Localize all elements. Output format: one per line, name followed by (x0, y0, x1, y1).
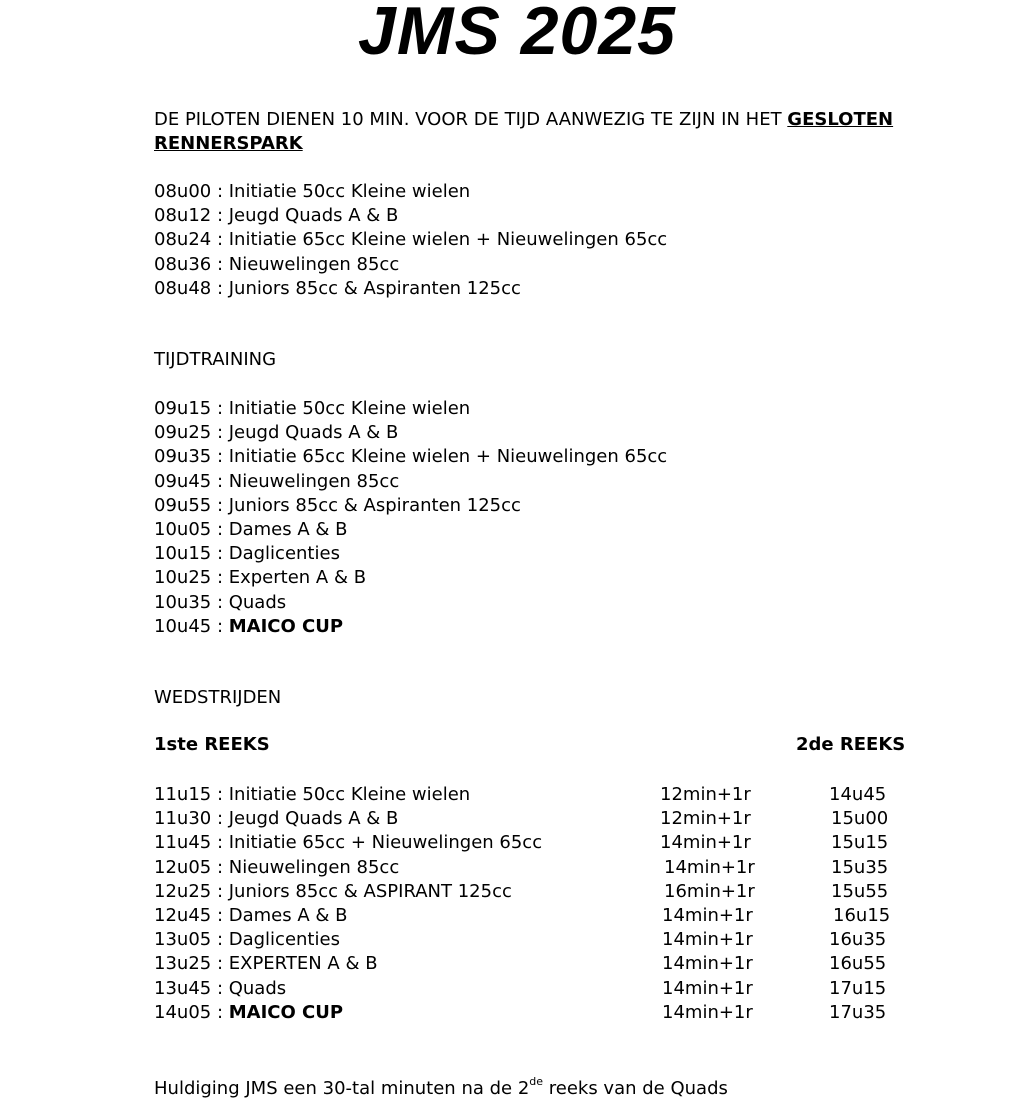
footer-superscript: de (529, 1075, 544, 1088)
race-row (0, 977, 1034, 1001)
schedule-label: Initiatie 65cc Kleine wielen + Nieuwelingen 65cc (228, 229, 668, 251)
schedule-time: 10u15 (154, 543, 212, 565)
schedule-time: 10u35 (154, 591, 212, 613)
race-time: 13u05 (154, 929, 212, 951)
schedule-label: Initiatie 65cc Kleine wielen + Nieuwelingen 65cc (228, 446, 668, 468)
race-time: 13u45 (154, 977, 212, 999)
race-second-series-time: 16u55 (829, 953, 887, 975)
schedule-time: 10u45 (154, 615, 212, 637)
race-label: Juniors 85cc & ASPIRANT 125cc (228, 880, 512, 902)
race-row (0, 928, 1034, 952)
race-duration: 14min+1r (662, 905, 753, 926)
schedule-item: 09u45 : Nieuwelingen 85cc (154, 470, 400, 492)
notice-emphasis: GESLOTEN RENNERSPARK (154, 109, 894, 154)
schedule-item: 08u24 : Initiatie 65cc Kleine wielen + Nieuwelingen 65cc (154, 229, 668, 251)
schedule-time: 09u55 (154, 494, 212, 516)
race-label: Initiatie 65cc + Nieuwelingen 65cc (228, 832, 543, 854)
race-duration: 14min+1r (660, 832, 751, 854)
schedule-label: MAICO CUP (228, 615, 344, 637)
race-duration: 16min+1r (664, 880, 755, 902)
race-second-series-time: 15u15 (831, 832, 889, 854)
race-duration: 12min+1r (660, 784, 751, 805)
races-heading: WEDSTRIJDEN (154, 687, 282, 708)
schedule-item: 08u00 : Initiatie 50cc Kleine wielen (154, 181, 471, 202)
race-time: 12u45 (154, 905, 212, 926)
schedule-item: 08u12 : Jeugd Quads A & B (154, 205, 399, 227)
schedule-item: 10u05 : Dames A & B (154, 518, 348, 540)
race-second-series-time: 14u45 (829, 784, 887, 805)
schedule-item: 09u25 : Jeugd Quads A & B (154, 422, 399, 444)
schedule-time: 09u35 (154, 446, 212, 468)
schedule-item: 10u25 : Experten A & B (154, 567, 367, 589)
race-first-series: 13u05 : Daglicenties (154, 929, 340, 951)
notice-text: DE PILOTEN DIENEN 10 MIN. VOOR DE TIJD AANWEZIG TE ZIJN IN HET (154, 109, 788, 130)
schedule-label: Juniors 85cc & Aspiranten 125cc (228, 277, 521, 299)
schedule-time: 10u25 (154, 567, 212, 589)
schedule-label: Jeugd Quads A & B (228, 205, 399, 227)
schedule-label: Initiatie 50cc Kleine wielen (228, 398, 471, 419)
schedule-label: Quads (228, 591, 287, 613)
schedule-item: 09u15 : Initiatie 50cc Kleine wielen (154, 398, 471, 419)
race-row (0, 1001, 1034, 1025)
race-label: Dames A & B (228, 905, 348, 926)
schedule-item: 10u15 : Daglicenties (154, 543, 340, 565)
race-duration: 14min+1r (662, 977, 753, 999)
timed-training-schedule (154, 397, 667, 639)
schedule-time: 08u24 (154, 229, 212, 251)
schedule-label: Jeugd Quads A & B (228, 422, 399, 444)
race-second-series-time: 17u35 (829, 1001, 887, 1023)
schedule-item: 10u45 : MAICO CUP (154, 615, 344, 637)
race-first-series: 12u25 : Juniors 85cc & ASPIRANT 125cc (154, 880, 512, 902)
timed-training-heading: TIJDTRAINING (154, 349, 277, 370)
race-second-series-time: 16u15 (833, 905, 891, 926)
race-label: MAICO CUP (228, 1001, 344, 1023)
race-duration: 14min+1r (662, 953, 753, 975)
race-time: 14u05 (154, 1001, 212, 1023)
footer-text-after: reeks van de Quads (543, 1078, 728, 1099)
practice-schedule (154, 180, 667, 301)
schedule-label: Nieuwelingen 85cc (228, 470, 400, 492)
race-duration: 12min+1r (660, 808, 751, 830)
race-label: Jeugd Quads A & B (228, 808, 399, 830)
race-row (0, 783, 1034, 807)
race-first-series: 14u05 : MAICO CUP (154, 1001, 344, 1023)
race-time: 11u15 (154, 784, 212, 805)
schedule-label: Dames A & B (228, 518, 348, 540)
race-second-series-time: 15u55 (831, 880, 889, 902)
race-time: 12u25 (154, 880, 212, 902)
schedule-time: 08u36 (154, 253, 212, 275)
first-series-heading: 1ste REEKS (154, 734, 270, 755)
race-first-series: 12u05 : Nieuwelingen 85cc (154, 856, 400, 878)
pilot-notice (154, 108, 954, 156)
schedule-label: Nieuwelingen 85cc (228, 253, 400, 275)
race-first-series: 12u45 : Dames A & B (154, 905, 348, 926)
schedule-time: 09u15 (154, 398, 212, 419)
schedule-time: 08u48 (154, 277, 212, 299)
schedule-label: Initiatie 50cc Kleine wielen (228, 181, 471, 202)
schedule-item: 09u35 : Initiatie 65cc Kleine wielen + Nieuwelingen 65cc (154, 446, 668, 468)
race-label: EXPERTEN A & B (228, 953, 378, 975)
schedule-time: 09u45 (154, 470, 212, 492)
schedule-item: 08u36 : Nieuwelingen 85cc (154, 253, 400, 275)
race-first-series: 11u15 : Initiatie 50cc Kleine wielen (154, 784, 471, 805)
schedule-item: 08u48 : Juniors 85cc & Aspiranten 125cc (154, 277, 521, 299)
race-time: 13u25 (154, 953, 212, 975)
schedule-time: 09u25 (154, 422, 212, 444)
schedule-item: 10u35 : Quads (154, 591, 287, 613)
race-time: 11u30 (154, 808, 212, 830)
race-duration: 14min+1r (664, 856, 755, 878)
race-row (0, 880, 1034, 904)
schedule-label: Experten A & B (228, 567, 367, 589)
schedule-label: Juniors 85cc & Aspiranten 125cc (228, 494, 521, 516)
footer-text-before: Huldiging JMS een 30-tal minuten na de 2 (154, 1078, 530, 1099)
schedule-item: 09u55 : Juniors 85cc & Aspiranten 125cc (154, 494, 521, 516)
race-row (0, 856, 1034, 880)
race-first-series: 11u30 : Jeugd Quads A & B (154, 808, 399, 830)
race-first-series: 13u25 : EXPERTEN A & B (154, 953, 378, 975)
race-row (0, 831, 1034, 855)
race-duration: 14min+1r (662, 1001, 753, 1023)
race-row (0, 904, 1034, 928)
race-time: 12u05 (154, 856, 212, 878)
race-label: Daglicenties (228, 929, 340, 951)
second-series-heading: 2de REEKS (796, 734, 906, 755)
race-first-series: 13u45 : Quads (154, 977, 287, 999)
schedule-time: 10u05 (154, 518, 212, 540)
race-second-series-time: 17u15 (829, 977, 887, 999)
race-first-series: 11u45 : Initiatie 65cc + Nieuwelingen 65cc (154, 832, 543, 854)
page-title: JMS 2025 (358, 0, 676, 69)
race-second-series-time: 15u00 (831, 808, 889, 830)
race-row (0, 807, 1034, 831)
race-second-series-time: 15u35 (831, 856, 889, 878)
race-label: Initiatie 50cc Kleine wielen (228, 784, 471, 805)
race-label: Quads (228, 977, 287, 999)
schedule-label: Daglicenties (228, 543, 340, 565)
race-time: 11u45 (154, 832, 212, 854)
schedule-time: 08u00 (154, 181, 212, 202)
race-label: Nieuwelingen 85cc (228, 856, 400, 878)
race-row (0, 952, 1034, 976)
schedule-time: 08u12 (154, 205, 212, 227)
ceremony-note (154, 1072, 728, 1101)
race-duration: 14min+1r (662, 929, 753, 951)
race-second-series-time: 16u35 (829, 929, 887, 951)
